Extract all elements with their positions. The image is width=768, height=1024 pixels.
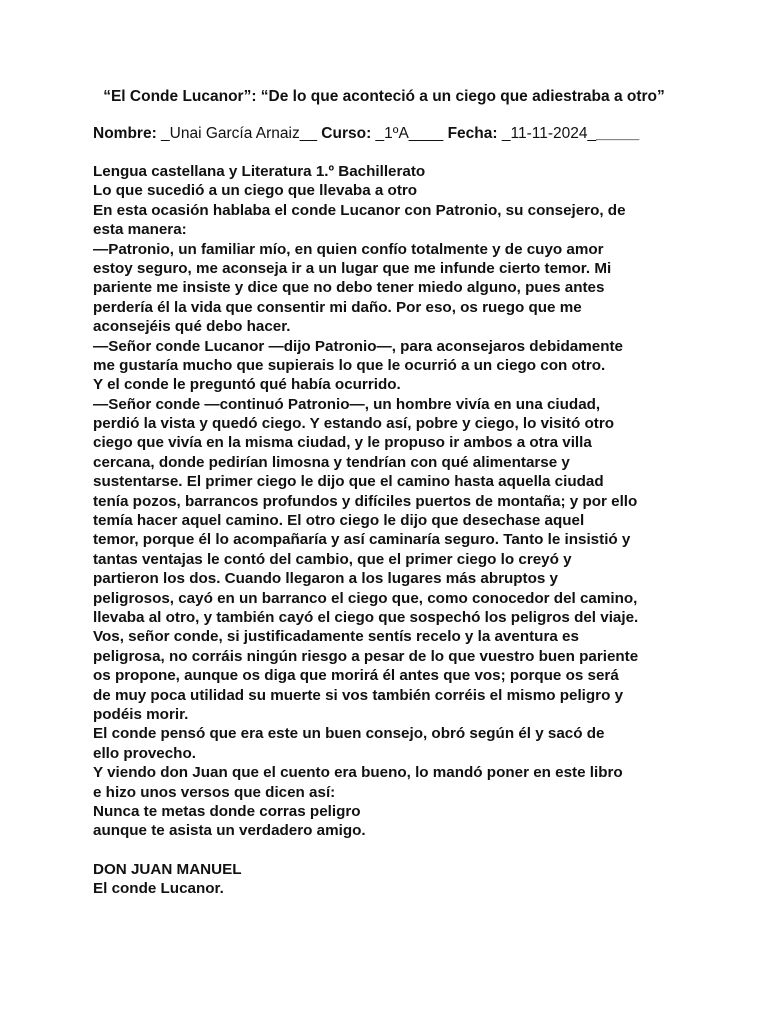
body-line: Lengua castellana y Literatura 1.º Bachillerato — [93, 163, 426, 180]
body-line: podéis morir. — [93, 705, 189, 723]
body-line: sustentarse. El primer ciego le dijo que el camino hasta aquella ciudad — [93, 473, 604, 491]
body-line: —Señor conde —continuó Patronio—, un hombre vivía en una ciudad, — [93, 395, 601, 413]
fecha-label: Fecha: — [447, 125, 498, 142]
body-line: ciego que vivía en la misma ciudad, y le propuso ir ambos a otra villa — [93, 434, 592, 452]
fecha-underline: _____ — [596, 125, 640, 142]
body-line: Y el conde le preguntó qué había ocurrido. — [93, 376, 401, 394]
body-line: aunque te asista un verdadero amigo. — [93, 822, 366, 840]
body-line: peligrosos, cayó en un barranco el ciego que, como conocedor del camino, — [93, 589, 638, 607]
signature-work: El conde Lucanor. — [93, 880, 224, 898]
body-line: En esta ocasión hablaba el conde Lucanor con Patronio, su consejero, de — [93, 201, 626, 219]
body-line: cercana, donde pedirían limosna y tendrían con qué alimentarse y — [93, 453, 570, 471]
body-line: Y viendo don Juan que el cuento era bueno, lo mandó poner en este libro — [93, 764, 623, 782]
body-line: Lo que sucedió a un ciego que llevaba a otro — [93, 182, 418, 200]
body-line: perdió la vista y quedó ciego. Y estando así, pobre y ciego, lo visitó otro — [93, 415, 615, 433]
body-line: pariente me insiste y dice que no debo tener miedo alguno, pues antes — [93, 279, 605, 297]
body-line: esta manera: — [93, 221, 187, 239]
curso-label: Curso: — [321, 125, 372, 142]
signature-author: DON JUAN MANUEL — [93, 861, 242, 879]
body-line: —Patronio, un familiar mío, en quien confío totalmente y de cuyo amor — [93, 240, 604, 258]
body-line: aconsejéis qué debo hacer. — [93, 318, 291, 336]
body-line: ello provecho. — [93, 744, 196, 762]
body-line: El conde pensó que era este un buen consejo, obró según él y sacó de — [93, 725, 605, 743]
body-line: tenía pozos, barrancos profundos y difíciles puertos de montaña; y por ello — [93, 492, 638, 510]
body-line: Vos, señor conde, si justificadamente sentís recelo y la aventura es — [93, 628, 579, 646]
body-line: —Señor conde Lucanor —dijo Patronio—, para aconsejaros debidamente — [93, 337, 623, 355]
body-line: me gustaría mucho que supierais lo que le ocurrió a un ciego con otro. — [93, 356, 606, 374]
body-line: estoy seguro, me aconseja ir a un lugar que me infunde cierto temor. Mi — [93, 259, 612, 277]
body-line: tantas ventajas le contó del cambio, que el primer ciego lo creyó y — [93, 550, 572, 568]
body-line: Nunca te metas donde corras peligro — [93, 802, 361, 820]
document-title: “El Conde Lucanor”: “De lo que aconteció a un ciego que adiestraba a otro” — [103, 88, 665, 105]
fecha-value: _11-11-2024_ — [497, 125, 597, 142]
body-line: temor, porque él lo acompañaría y así caminaría seguro. Tanto le insistió y — [93, 531, 631, 549]
body-line: temía hacer aquel camino. El otro ciego le dijo que desechase aquel — [93, 512, 585, 530]
body-line: peligrosa, no corráis ningún riesgo a pesar de lo que vuestro buen pariente — [93, 647, 639, 665]
nombre-label: Nombre: — [93, 125, 157, 142]
body-line: e hizo unos versos que dicen así: — [93, 783, 336, 801]
body-line: os propone, aunque os diga que morirá él antes que vos; porque os será — [93, 667, 619, 685]
spacer — [93, 841, 653, 860]
body-line: perdería él la vida que consentir mi daño. Por eso, os ruego que me — [93, 298, 582, 316]
body-line: partieron los dos. Cuando llegaron a los lugares más abruptos y — [93, 570, 559, 588]
body-line: de muy poca utilidad su muerte si vos también corréis el mismo peligro y — [93, 686, 624, 704]
document-body — [93, 162, 653, 899]
nombre-value: _Unai García Arnaiz__ — [156, 125, 322, 142]
curso-value: _1ºA____ — [371, 125, 448, 142]
student-info-line — [93, 124, 639, 144]
body-line: llevaba al otro, y también cayó el ciego que sospechó los peligros del viaje. — [93, 608, 639, 626]
